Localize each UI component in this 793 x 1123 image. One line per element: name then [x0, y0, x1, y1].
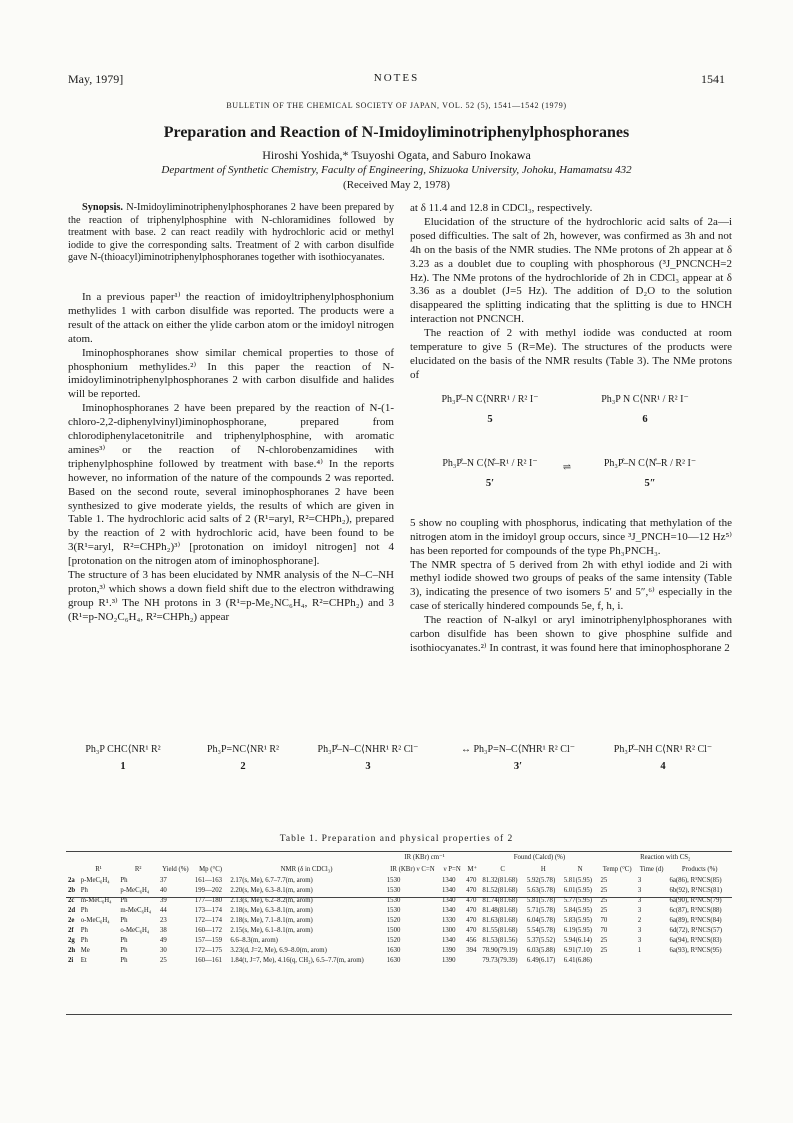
table-cell: 160—161: [194, 957, 222, 964]
table-cell: 5.54(5.78): [526, 927, 556, 934]
structure-label: 5′: [485, 477, 495, 489]
structure-2: Ph₃P=NC⟨NR¹ R² 2: [206, 744, 280, 772]
table-cell: 177—180: [194, 897, 222, 904]
found-group-header: Found (Calcd) (%): [513, 854, 566, 861]
table-cell: 70: [600, 927, 608, 934]
table-header-cell: C: [500, 866, 505, 873]
table-header-cell: [66, 864, 79, 876]
table-cell: 3: [637, 907, 642, 914]
table-cell: [667, 956, 732, 966]
table-cell: 81.63(81.68): [482, 917, 518, 924]
table-header-cell: N: [577, 866, 583, 873]
table-cell: 3: [637, 887, 642, 894]
synopsis-label: Synopsis.: [82, 202, 123, 213]
table-header-cell: Time (d): [639, 866, 664, 873]
table-row: [66, 876, 732, 886]
table-cell: 2c: [68, 897, 75, 904]
table-row: [66, 896, 732, 906]
table-cell: Ph: [80, 937, 88, 944]
table-cell: 6.91(7.10): [563, 947, 593, 954]
table-cell: 6b(92), R¹NCS(81): [669, 887, 723, 894]
table-cell: o-MeC₆H₄: [120, 927, 150, 934]
table-row: [66, 906, 732, 916]
table-cell: 6c(87), R¹NCS(88): [669, 907, 722, 914]
table-cell: 1340: [441, 907, 456, 914]
table-cell: 1630: [386, 947, 401, 954]
right-column: [410, 202, 732, 656]
table-cell: 5.71(5.78): [526, 907, 556, 914]
table-header-cell: Yield (%): [162, 866, 189, 873]
table-header-cell: R²: [134, 866, 142, 873]
cs2-group-header: Reaction with CS₂: [640, 854, 691, 861]
table-header-cell: IR (KBr) ν C=N: [390, 866, 435, 873]
table-rule-bottom: [66, 1014, 732, 1015]
table-cell: 6.01(5.95): [563, 887, 593, 894]
table-cell: 160—172: [194, 927, 222, 934]
table-group-header-row: [66, 852, 732, 864]
scheme-row-2: [410, 451, 732, 511]
synopsis: [68, 202, 394, 265]
table-cell: Ph: [120, 917, 128, 924]
table-header-cell: M⁺: [467, 866, 478, 873]
table-cell: 81.55(81.68): [482, 927, 518, 934]
table-cell: 25: [600, 937, 608, 944]
table-cell: 1520: [386, 917, 401, 924]
structure-6: Ph₃P N C⟨NR¹ / R² I⁻ 6: [585, 393, 705, 427]
paragraph: 5 show no coupling with phosphorus, indicating that methylation of the nitrogen atom in the imidoyl group occurs, since ³J_PNCH=10—12 Hz⁵⁾ has been reported for compounds of the type Ph₃PNCH₃.: [410, 516, 732, 557]
table-cell: 1530: [386, 907, 401, 914]
paragraph: Iminophosphoranes show similar chemical properties to those of phosphonium methylides.²⁾ In this paper the reaction of N-imidoyliminotriphenylphosphoranes 2 with carbon disulfide and halides will be reported.: [68, 346, 394, 401]
table-cell: 1330: [441, 917, 456, 924]
table-cell: 2.20(s, Me), 6.3–8.1(m, arom): [230, 887, 313, 894]
table-header-cell: NMR (δ in CDCl₃): [280, 866, 333, 873]
table-row: [66, 946, 732, 956]
table-row: [66, 886, 732, 896]
table-cell: 6.03(5.88): [526, 947, 556, 954]
table-header-row: [66, 864, 732, 876]
table-cell: 5.94(6.14): [563, 937, 593, 944]
table-cell: 25: [600, 877, 608, 884]
table-cell: 81.74(81.68): [482, 897, 518, 904]
table-cell: 25: [600, 947, 608, 954]
table-cell: Ph: [120, 897, 128, 904]
table-header-cell: R¹: [95, 866, 102, 873]
table-cell: 1520: [386, 937, 401, 944]
structure-5-double-prime: Ph₃P̊–N C⟨N̊–R / R² I⁻ 5″: [590, 457, 710, 491]
table-cell: 6a(89), R¹NCS(84): [669, 917, 722, 924]
table-cell: 2d: [68, 907, 76, 914]
table-cell: 49: [159, 937, 167, 944]
table-cell: 470: [466, 897, 477, 904]
table-cell: 25: [600, 887, 608, 894]
table-cell: 1500: [386, 927, 401, 934]
table-cell: 1: [637, 947, 642, 954]
table-cell: 40: [159, 887, 167, 894]
table-cell: 5.37(5.52): [526, 937, 556, 944]
structure-5-prime: Ph₃P̊–N C⟨N̊–R¹ / R² I⁻ 5′: [430, 457, 550, 491]
table-cell: 2i: [68, 957, 74, 964]
paragraph: The reaction of 2 with methyl iodide was conducted at room temperature to give 5 (R=Me). The structures of the products were elucidated on the basis of the NMR results (Table 3). The NMe protons of: [410, 327, 732, 381]
paragraph: In a previous paper¹⁾ the reaction of imidoyltriphenylphosphonium methylides 1 with carbon disulfide was reported. The products were a result of the attack on either the ylide carbon atom or the imidoyl nitrogen atom.: [68, 290, 394, 345]
header-page-number: 1541: [701, 72, 725, 86]
authors: Hiroshi Yoshida,* Tsuyoshi Ogata, and Saburo Inokawa: [262, 148, 531, 162]
received-date: (Received May 2, 1978): [343, 179, 450, 191]
table-cell: m-MeC₆H₄: [80, 897, 112, 904]
table-header-cell: H: [540, 866, 546, 873]
scheme-row-1: [410, 387, 732, 447]
table-cell: 470: [466, 917, 477, 924]
table-cell: 6a(86), R¹NCS(85): [669, 877, 722, 884]
structure-label: 6: [642, 413, 648, 425]
table-row: [66, 926, 732, 936]
table-cell: 5.81(5.78): [526, 897, 556, 904]
equilibrium-arrow-icon: ⇌: [562, 461, 572, 473]
header-date: May, 1979]: [68, 72, 124, 86]
table-cell: 1530: [386, 897, 401, 904]
table-cell: 25: [600, 897, 608, 904]
table-cell: 30: [159, 947, 167, 954]
table-row: [66, 916, 732, 926]
table-cell: 6a(94), R¹NCS(83): [669, 937, 722, 944]
table-cell: 2b: [68, 887, 76, 894]
table-cell: 3: [637, 937, 642, 944]
table-row: [66, 936, 732, 946]
table-cell: 81.48(81.68): [482, 907, 518, 914]
table-cell: Ph: [120, 877, 128, 884]
table-cell: 456: [466, 937, 477, 944]
structure-3-prime: ↔ Ph₃P=N–C⟨N̊HR¹ R² Cl⁻ 3′: [460, 744, 576, 772]
table-cell: Ph: [120, 957, 128, 964]
table-cell: 1340: [441, 937, 456, 944]
table-cell: 44: [159, 907, 167, 914]
table-header-cell: Products (%): [681, 866, 718, 873]
table-cell: 2.17(s, Me), 6.7–7.7(m, arom): [230, 877, 313, 884]
table-cell: 2e: [68, 917, 75, 924]
table-cell: 2a: [68, 877, 75, 884]
structure-label: 5″: [644, 477, 656, 489]
structure-label: 5: [487, 413, 493, 425]
table-header-cell: Temp (°C): [602, 866, 632, 873]
table-cell: 470: [466, 887, 477, 894]
table-cell: 37: [159, 877, 167, 884]
table-cell: 79.73(79.39): [482, 957, 518, 964]
table-caption: Table 1. Preparation and physical properties of 2: [279, 834, 514, 844]
table-cell: 2f: [68, 927, 74, 934]
paragraph: at δ 11.4 and 12.8 in CDCl₃, respectively.: [410, 202, 593, 214]
table-cell: Me: [80, 947, 90, 954]
structure-4: Ph₃P̊–NH C⟨NR¹ R² Cl⁻ 4: [613, 744, 713, 772]
table-cell: [464, 956, 480, 966]
table-cell: Ph: [120, 937, 128, 944]
table-cell: 6.49(6.17): [526, 957, 556, 964]
table-cell: 199—202: [194, 887, 222, 894]
table-cell: 5.63(5.78): [526, 887, 556, 894]
table-cell: Ph: [80, 907, 88, 914]
ir-group-header: IR (KBr) cm⁻¹: [404, 854, 445, 861]
paragraph: The NMR spectra of 5 derived from 2h with ethyl iodide and 2i with methyl iodide showed two groups of peaks of the same intensity (Table 3), indicating the presence of two isomers 5′ and 5″,⁶⁾ especially in the case of sterically hindered compounds 5e, f, h, i.: [410, 558, 732, 613]
table-cell: 6a(93), R¹NCS(95): [669, 947, 722, 954]
table-cell: 157—159: [194, 937, 222, 944]
table-cell: 1.84(t, J=7, Me), 4.16(q, CH₂), 6.5–7.7(m, arom): [230, 957, 364, 964]
table-cell: 1530: [386, 887, 401, 894]
table-cell: o-MeC₆H₄: [80, 917, 110, 924]
structure-3: Ph₃P̊–N–C⟨NHR¹ R² Cl⁻ 3: [317, 744, 419, 772]
table-cell: 2h: [68, 947, 76, 954]
paragraph: Elucidation of the structure of the hydrochloric acid salts of 2a—i posed difficulties. The salt of 2h, however, was confirmed as 3h and not 4h on the basis of the NMR studies. The NMe protons of 2h appear at δ 3.23 as a doublet due to coupling with phosphorous (³J_PNCNCH=2 Hz). The NMe protons of the hydrochloride of 2h in CDCl₃ appear at δ 3.36 as a doublet (J=5 Hz). The addition of D₂O to the solution disappeared the splitting indicating that the splitting is due to HNCH interaction not PNCNCH.: [410, 215, 732, 326]
running-header: [68, 72, 725, 88]
table-cell: Ph: [80, 887, 88, 894]
table-cell: 81.32(81.68): [482, 877, 518, 884]
table-cell: 6.19(5.95): [563, 927, 593, 934]
table-cell: 172—174: [194, 917, 222, 924]
table-cell: 470: [466, 907, 477, 914]
table-1: [66, 852, 732, 966]
table-cell: 6a(90), R¹NCS(79): [669, 897, 722, 904]
table-cell: 5.84(5.95): [563, 907, 593, 914]
table-cell: 2.18(s, Me), 6.3–8.1(m, arom): [230, 907, 313, 914]
table-cell: p-MeC₆H₄: [120, 887, 150, 894]
paragraph: The reaction of N-alkyl or aryl iminotriphenylphosphoranes with carbon disulfide has been shown to give phosphine sulfide and isothiocyanates.²⁾ In contrast, it was found here that iminophosphorane 2: [410, 614, 732, 654]
table-cell: 1530: [386, 877, 401, 884]
table-cell: 5.77(5.95): [563, 897, 593, 904]
table-cell: 5.92(5.78): [526, 877, 556, 884]
table-cell: 6d(72), R¹NCS(57): [669, 927, 723, 934]
table-cell: 3: [637, 877, 642, 884]
table-cell: 161—163: [194, 877, 222, 884]
table-cell: 2.13(s, Me), 6.2–8.2(m, arom): [230, 897, 313, 904]
header-section: NOTES: [373, 72, 420, 84]
table-cell: 5.83(5.95): [563, 917, 593, 924]
journal-citation: BULLETIN OF THE CHEMICAL SOCIETY OF JAPAN, VOL. 52 (5), 1541—1542 (1979): [226, 101, 567, 110]
table-cell: 2.15(s, Me), 6.1–8.1(m, arom): [230, 927, 313, 934]
table-cell: 1340: [441, 877, 456, 884]
table-cell: 3: [637, 897, 642, 904]
paragraph: Iminophosphoranes 2 have been prepared by the reaction of N-(1-chloro-2,2-diphenylvinyl)iminophosphorane, prepared from chlorodiphenylacetonitrile and triphenylphosphine, with aromatic amines³⁾ or the reaction of N-chlorobenzamidines with triphenylphosphine followed by treatment with base.⁴⁾ In the reports however, no information of the nature of the compounds 2 was reported. Based on the second route, several iminophosphoranes 2 have been synthesized to give moderate yields, the results of which are given in Table 1. The hydrochloric acid salts of 2 (R¹=aryl, R²=CHPh₂), prepared by the reaction of 2 with hydrochloric acid, have been found to be 3(R¹=aryl, R²=CHPh₂)³⁾ [protonation on imidoyl nitrogen] not 4 [protonation on the nitrogen atom of iminophosphorane].: [68, 402, 394, 568]
table-cell: [598, 956, 635, 966]
table-cell: 2.18(s, Me), 7.1–8.1(m, arom): [230, 917, 313, 924]
table-cell: 81.53(81.56): [482, 937, 518, 944]
table-row: [66, 956, 732, 966]
table-cell: [636, 956, 668, 966]
article-title: Preparation and Reaction of N-Imidoyliminotriphenylphosphoranes: [163, 124, 630, 141]
paragraph: The structure of 3 has been elucidated by NMR analysis of the N–C–NH proton,³⁾ which shows a down field shift due to the electron withdrawing group R¹.³⁾ The NH protons in 3 (R¹=p-Me₂NC₆H₄, R²=CHPh₂) and 3 (R¹=p-NO₂C₆H₄, R²=CHPh₂) appear: [68, 569, 394, 623]
table-cell: 3.23(d, J=2, Me), 6.9–8.0(m, arom): [230, 947, 327, 954]
table-cell: 1340: [441, 897, 456, 904]
table-cell: 23: [159, 917, 167, 924]
table-body: [66, 876, 732, 966]
table-cell: 5.81(5.95): [563, 877, 593, 884]
table-header-cell: Mp (°C): [199, 866, 223, 873]
table-cell: 1340: [441, 887, 456, 894]
table-cell: 70: [600, 917, 608, 924]
table-cell: 2g: [68, 937, 75, 944]
table-cell: 173—174: [194, 907, 222, 914]
left-column: [68, 202, 394, 625]
table-cell: p-MeC₆H₄: [80, 877, 110, 884]
table-cell: 1390: [441, 957, 456, 964]
table-cell: 1390: [441, 947, 456, 954]
table-cell: 470: [466, 877, 477, 884]
table-cell: Ph: [120, 947, 128, 954]
table-header-cell: ν P=N: [443, 866, 461, 873]
table-cell: 78.90(79.19): [482, 947, 518, 954]
table-cell: 6.04(5.78): [526, 917, 556, 924]
table-cell: 1630: [386, 957, 401, 964]
affiliation: Department of Synthetic Chemistry, Faculty of Engineering, Shizuoka University, Johoku, Hamamatsu 432: [161, 164, 632, 176]
table-cell: 81.52(81.68): [482, 887, 518, 894]
table-cell: 25: [600, 907, 608, 914]
table-cell: Ph: [80, 927, 88, 934]
table-cell: m-MeC₆H₄: [120, 907, 152, 914]
structure-5: Ph₃P̊–N C⟨NRR¹ / R² I⁻ 5: [430, 393, 550, 427]
table-cell: 172—175: [194, 947, 222, 954]
table-cell: 470: [466, 927, 477, 934]
table-cell: 38: [159, 927, 167, 934]
table-cell: 39: [159, 897, 167, 904]
table-cell: 2: [637, 917, 642, 924]
table-cell: 394: [466, 947, 477, 954]
table-cell: Et: [80, 957, 87, 964]
structure-formulas: [68, 734, 731, 814]
structure-1: Ph₃P CHC⟨NR¹ R² 1: [85, 744, 161, 772]
table-cell: 3: [637, 927, 642, 934]
table-cell: 25: [159, 957, 167, 964]
table-cell: 6.6–8.3(m, arom): [230, 937, 278, 944]
table-cell: 6.41(6.86): [563, 957, 593, 964]
synopsis-text: N-Imidoyliminotriphenylphosphoranes 2 have been prepared by the reaction of triphenylphosphine with N-chloramidines followed by treatment with base. 2 can react readily with hydrochloric acid or methyl iodide to give the corresponding salts. Treatment of 2 with carbon disulfide gave N-(thioacyl)iminotriphenylphosphoranes together with isothiocyanates.: [68, 202, 394, 264]
table-cell: 1300: [441, 927, 456, 934]
